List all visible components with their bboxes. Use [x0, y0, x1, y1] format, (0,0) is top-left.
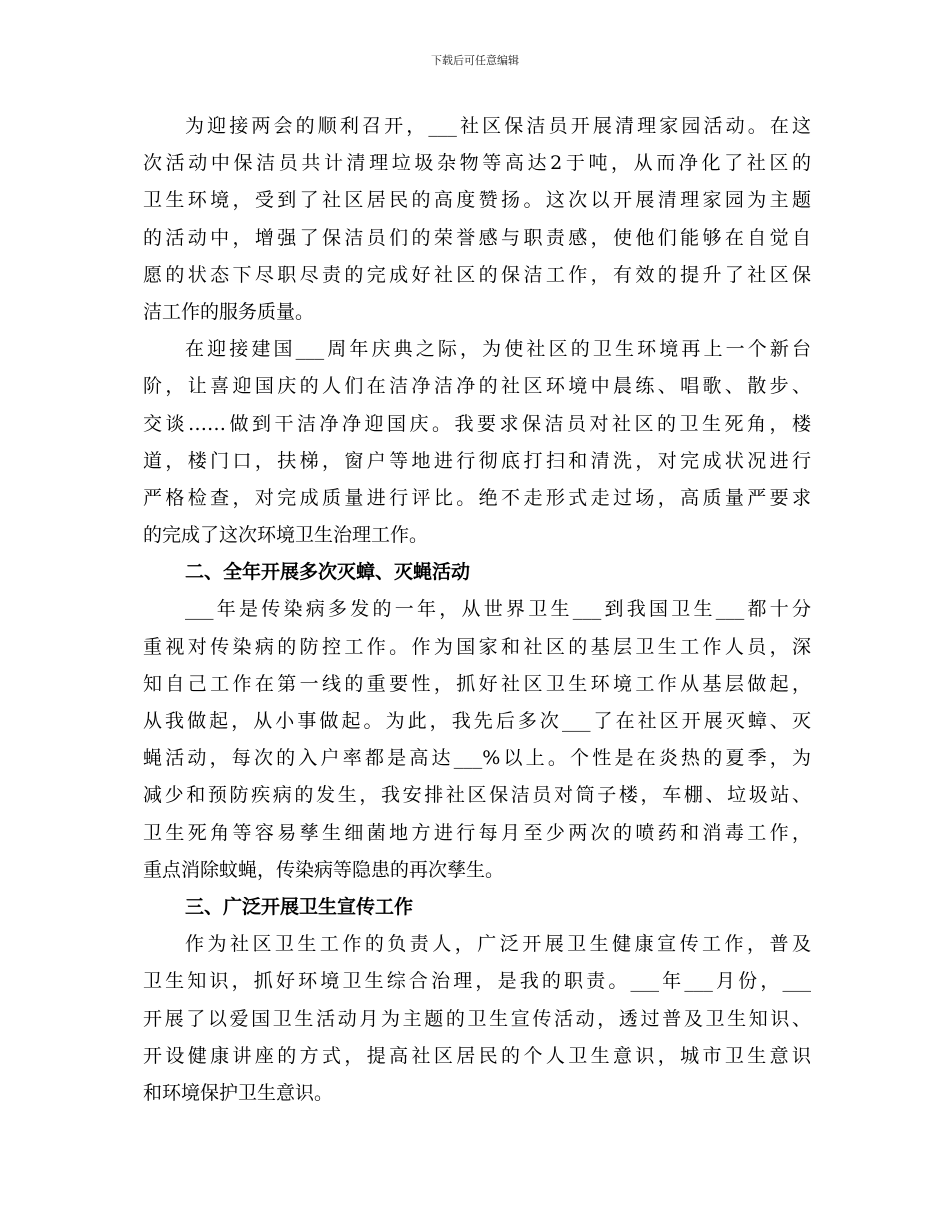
paragraph-line: 次活动中保洁员共计清理垃圾杂物等高达2于吨，从而净化了社区的 [143, 152, 811, 175]
paragraph-line: 的活动中，增强了保洁员们的荣誉感与职责感，使他们能够在自觉自 [143, 226, 811, 249]
paragraph-line: 和环境保护卫生意识。 [143, 1081, 334, 1104]
paragraph-line: 交谈……做到干洁净净迎国庆。我要求保洁员对社区的卫生死角，楼 [143, 412, 811, 435]
paragraph-line: 道，楼门口，扶梯，窗户等地进行彻底打扫和清洗，对完成状况进行 [143, 449, 811, 472]
paragraph-line: 重点消除蚊蝇，传染病等隐患的再次孳生。 [143, 858, 505, 881]
paragraph-line: 卫生知识，抓好环境卫生综合治理，是我的职责。___年___月份，___ [143, 970, 811, 993]
paragraph-line: 的完成了这次环境卫生治理工作。 [143, 524, 429, 547]
paragraph-line: 卫生环境，受到了社区居民的高度赞扬。这次以开展清理家园为主题 [143, 189, 811, 212]
paragraph-line: 洁工作的服务质量。 [143, 300, 315, 323]
paragraph-line: 减少和预防疾病的发生，我安排社区保洁员对筒子楼，车棚、垃圾站、 [143, 784, 811, 807]
paragraph-line: 重视对传染病的防控工作。作为国家和社区的基层卫生工作人员，深 [143, 635, 811, 658]
paragraph-line: 严格检查，对完成质量进行评比。绝不走形式走过场，高质量严要求 [143, 486, 811, 509]
document-body [143, 108, 811, 1112]
paragraph-line: 卫生死角等容易孳生细菌地方进行每月至少两次的喷药和消毒工作， [143, 821, 811, 844]
paragraph-line: 阶，让喜迎国庆的人们在洁净洁净的社区环境中晨练、唱歌、散步、 [143, 375, 811, 398]
paragraph-line: 知自己工作在第一线的重要性，抓好社区卫生环境工作从基层做起， [143, 672, 811, 695]
paragraph-line: 在迎接建国___周年庆典之际，为使社区的卫生环境再上一个新台 [185, 338, 811, 361]
section-heading: 二、全年开展多次灭蟑、灭蝇活动 [185, 561, 471, 584]
paragraph-line: 开设健康讲座的方式，提高社区居民的个人卫生意识，城市卫生意识 [143, 1044, 811, 1067]
paragraph-line: 愿的状态下尽职尽责的完成好社区的保洁工作，有效的提升了社区保 [143, 263, 811, 286]
section-heading: 三、广泛开展卫生宣传工作 [185, 895, 414, 918]
paragraph-line: 蝇活动，每次的入户率都是高达___%以上。个性是在炎热的夏季，为 [143, 747, 811, 770]
paragraph-line: 开展了以爱国卫生活动月为主题的卫生宣传活动，透过普及卫生知识、 [143, 1007, 811, 1030]
paragraph-line: 作为社区卫生工作的负责人，广泛开展卫生健康宣传工作，普及 [185, 933, 811, 956]
paragraph-line: ___年是传染病多发的一年，从世界卫生___到我国卫生___都十分 [185, 598, 811, 621]
paragraph-line: 从我做起，从小事做起。为此，我先后多次___了在社区开展灭蟑、灭 [143, 710, 811, 732]
page-header: 下载后可任意编辑 [431, 54, 519, 67]
paragraph-line: 为迎接两会的顺利召开，___社区保洁员开展清理家园活动。在这 [185, 115, 811, 137]
